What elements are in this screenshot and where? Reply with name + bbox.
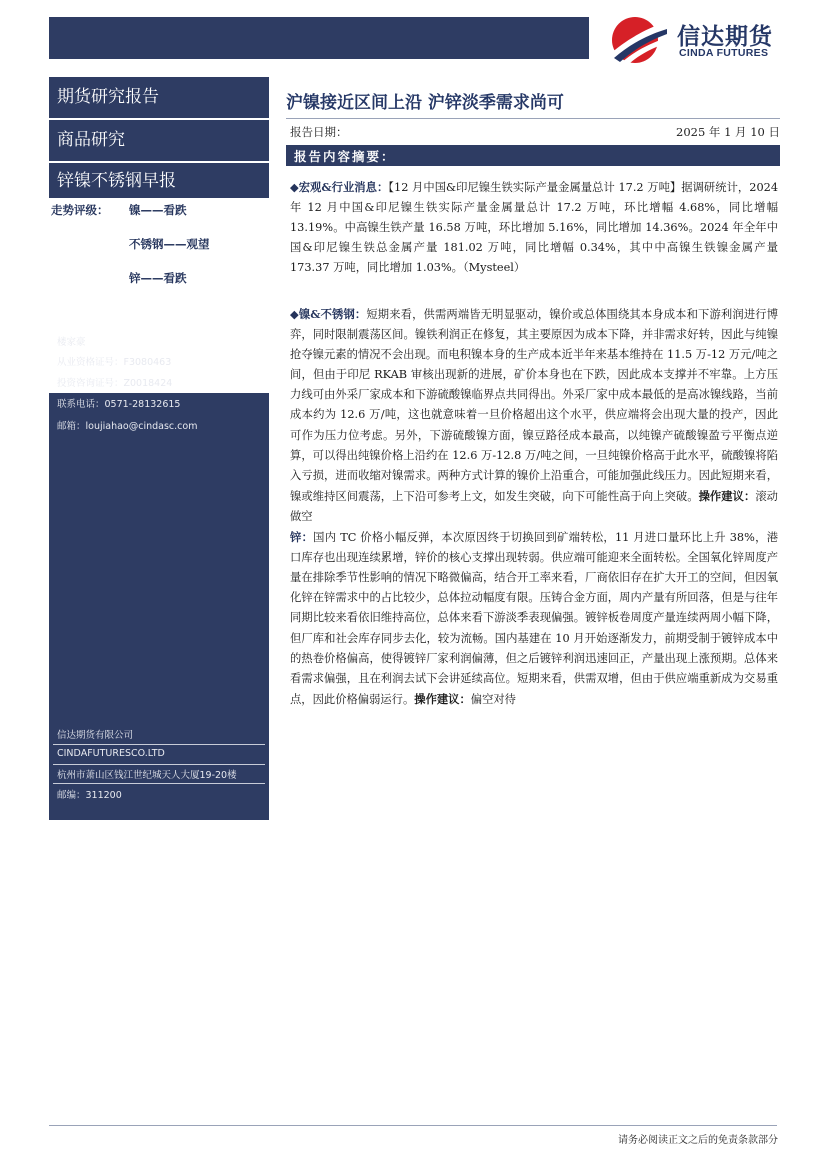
company-name: 信达期货有限公司 (57, 730, 134, 741)
rating-stainless (129, 236, 210, 252)
rating-item-view: ——观望 (163, 237, 210, 251)
rating-item-name: 不锈钢 (129, 237, 164, 251)
macro-news-paragraph (290, 177, 778, 278)
analyst-qualification: 从业资格证号：F3080463 (57, 357, 172, 368)
nickel-zinc-paragraph (290, 304, 778, 710)
logo-chinese-name: 信达期货 (677, 24, 773, 50)
page-title: 沪镍接近区间上沿 沪锌淡季需求尚可 (286, 93, 564, 113)
nickel-text: 短期来看，供需两端皆无明显驱动，镍价或总体围绕其本身成本和下游利润进行博弈，同时限制震荡区间。镍铁利润正在修复，其主要原因为成本下降，并非需求好转，因此与纯镍抢夺镍元素的情况不会出现。而电积镍本身的生产成本近半年来基本维持在 11.5 万-12 万元/吨之间，但由于印尼 RKAB 审核出现新的进展，矿价本身也在下跌，因此成本支撑并不牢靠。上方压力线可由外采厂家成本和下游硫酸镍临界点共同得出。外采厂家中成本最低的是高冰镍线路，当前成本约为 12.6 万/吨，这也就意味着一旦价格超出这个水平，供应端将会出现大量的投产，因此可作为压力位考虑。另外，下游硫酸镍方面，镍豆路径成本最高，以纯镍产硫酸镍盈亏平衡点逆算，可以得出纯镍价格上沿约在 12.6 万-12.8 万/吨之间，一旦纯镍价格高于此水平，硫酸镍将陷入亏损，进而收缩对镍需求。两种方式计算的镍价上沿重合，可能加强此线压力。因此短期来看，镍或维持区间震荡，上下沿可参考上文，如发生突破，向下可能性高于向上突破。 (290, 308, 778, 503)
disclaimer-note: 请务必阅读正文之后的免责条款部分 (618, 1135, 778, 1146)
nickel-lead: ◆镍&不锈钢： (290, 307, 367, 321)
analyst-email: 邮箱：loujiahao@cindasc.com (57, 421, 198, 432)
rating-label: 走势评级： (51, 203, 109, 217)
report-date-label: 报告日期： (290, 125, 348, 139)
sidebar (49, 77, 269, 820)
title-divider (286, 118, 780, 119)
company-address: 杭州市萧山区钱江世纪城天人大厦19-20楼 (57, 770, 237, 781)
macro-text: 【12 月中国&印尼镍生铁实际产量金属量总计 17.2 万吨】据调研统计，2024 年 12 月中国&印尼镍生铁实际产量金属量总计 17.2 万吨，环比增幅 4.68%，同比增幅 13.19%。中高镍生铁产量 16.58 万吨，环比增加 5.16%，同比增加 14.36%。2024 年全年中国&印尼镍生铁总金属产量 181.02 万吨，同比增幅 0.34%，其中中高镍生铁镍金属产量 173.37 万吨，同比增加 1.03%。（Mysteel） (290, 181, 779, 275)
rating-item-name: 锌 (129, 271, 141, 285)
company-logo (604, 14, 794, 64)
company-english-name: CINDAFUTURESCO.LTD (57, 748, 165, 759)
zinc-op-text: 偏空对待 (470, 692, 516, 706)
zinc-text: 国内 TC 价格小幅反弹，本次原因终于切换回到矿端转松，11 月进口量环比上升 38%，港口库存也出现连续累增，锌价的核心支撑出现转弱。供应端可能迎来全面转松。全国氧化锌周度产量在排除季节性影响的情况下略微偏高，结合开工率来看，厂商依旧存在扩大开工的空间，但因氧化锌在锌需求中的占比较少，总体拉动幅度有限。压铸合金方面，周内产量有所回落，但是与往年同期比较来看依旧维持高位，总体来看下游淡季表现偏强。镀锌板卷周度产量连续两周小幅下降，但厂库和社会库存同步去化，较为流畅。国内基建在 10 月开始逐渐发力，前期受制于镀锌成本中的热卷价格偏高，使得镀锌厂家利润偏薄，但之后镀锌利润迅速回正，产量出现上涨预期。总体来看需求偏强，且在利润去试下会讲延续高位。短期来看，供需双增，但由于供应端重新成为交易重点，因此价格偏弱运行。 (290, 531, 778, 706)
rating-zinc (129, 270, 187, 286)
rating-item-view: ——看跌 (140, 271, 187, 285)
macro-lead: ◆宏观&行业消息： (290, 180, 389, 194)
logo-english-name: CINDA FUTURES (679, 47, 769, 59)
research-type: 商品研究 (57, 130, 125, 150)
rating-item-view: ——看跌 (140, 203, 187, 217)
nickel-op-label: 操作建议： (698, 488, 756, 503)
analyst-consulting-number: 投资咨询证号：Z0018424 (57, 378, 173, 389)
analyst-phone: 联系电话：0571-28132615 (57, 399, 181, 410)
report-date: 2025 年 1 月 10 日 (676, 125, 780, 139)
summary-title: 报告内容摘要： (294, 149, 396, 164)
sidebar-divider (53, 744, 265, 745)
sidebar-divider (53, 783, 265, 784)
header-bar (49, 17, 589, 59)
summary-header (286, 145, 780, 166)
company-postcode: 邮编：311200 (57, 790, 122, 801)
zinc-op-label: 操作建议： (414, 691, 471, 706)
analyst-name: 楼家豪 (57, 337, 86, 348)
rating-item-name: 镍 (129, 203, 141, 217)
report-name: 锌镍不锈钢早报 (57, 171, 176, 191)
rating-nickel (129, 202, 187, 218)
logo-mark-icon (604, 14, 670, 64)
zinc-lead: 锌： (290, 530, 314, 545)
footer-divider (49, 1125, 777, 1126)
report-type: 期货研究报告 (57, 87, 159, 107)
sidebar-divider (53, 764, 265, 765)
nickel-op-text: 滚动做空 (290, 489, 778, 523)
